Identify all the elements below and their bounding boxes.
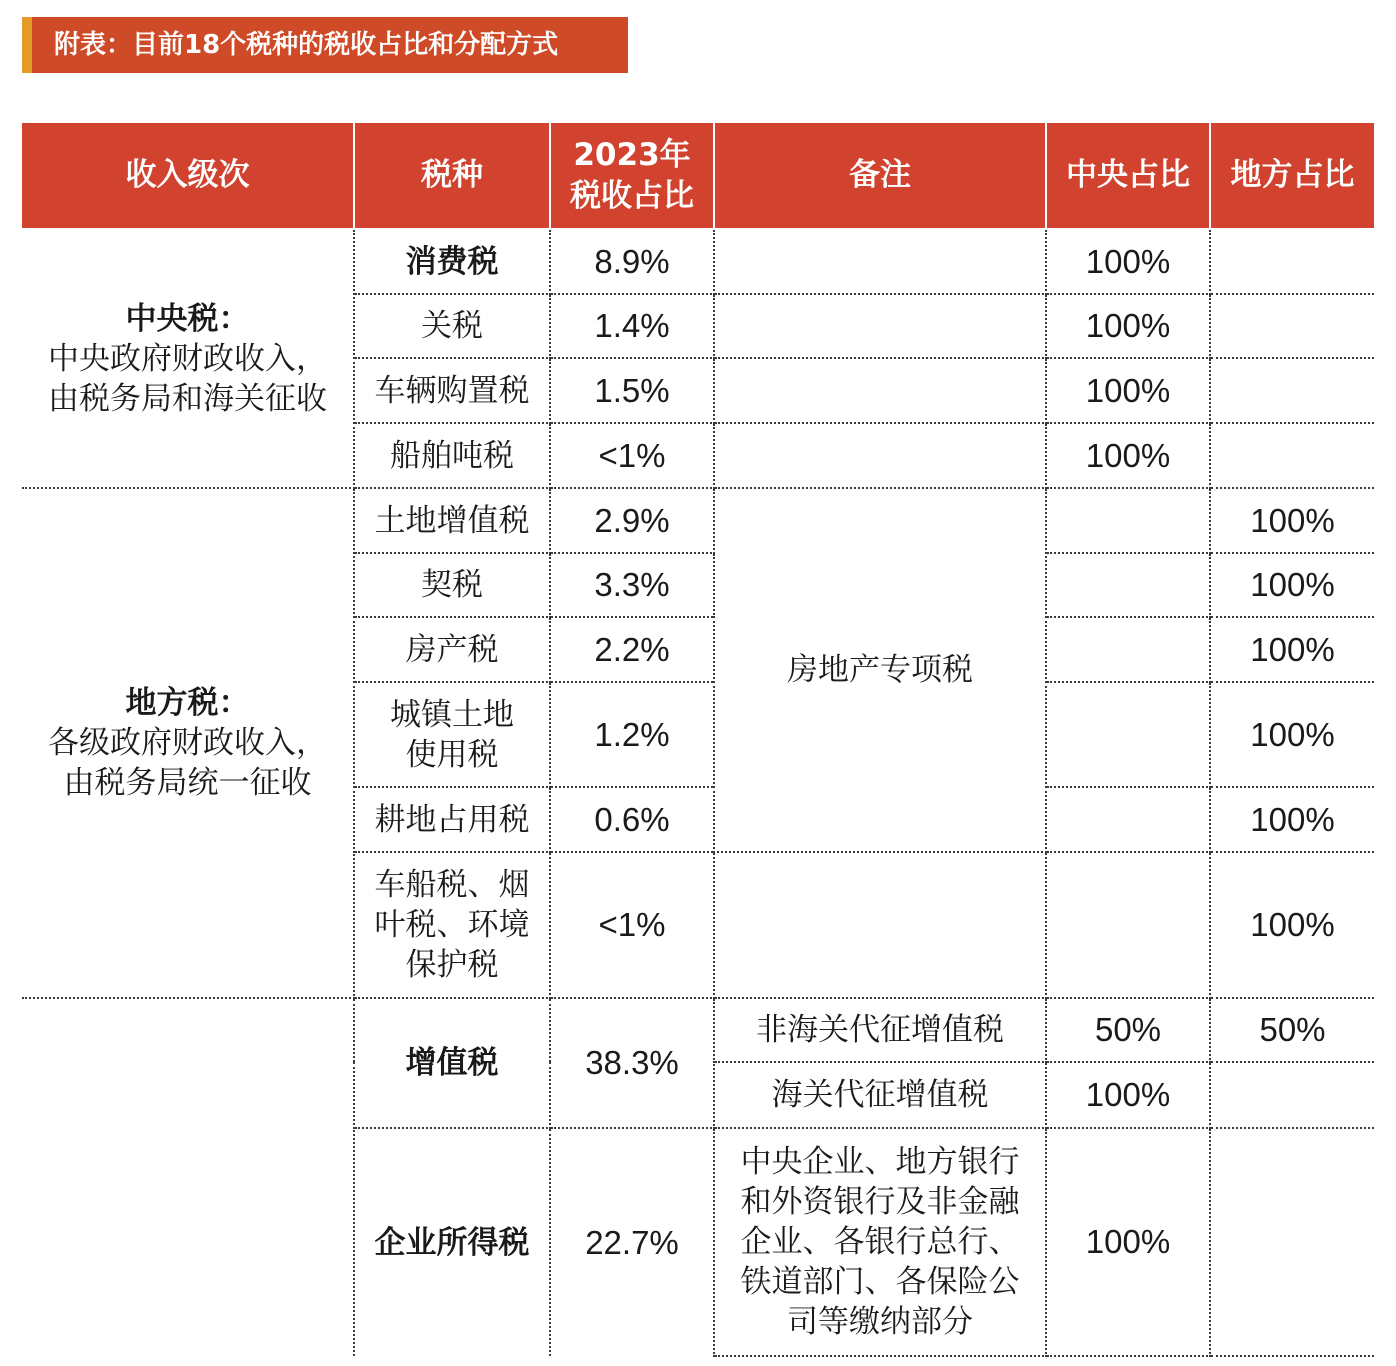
tax-name-line: 叶税、环境: [374, 907, 530, 943]
local-cell: [1210, 294, 1374, 358]
share-cell: 2.2%: [550, 617, 714, 682]
tax-name-cell: 车辆购置税: [354, 358, 550, 423]
share-cell: <1%: [550, 423, 714, 488]
tax-name-cell: 耕地占用税: [354, 787, 550, 852]
note-line: 中央企业、地方银行: [740, 1144, 1020, 1180]
share-cell: 3.3%: [550, 553, 714, 617]
tax-name-cell: 增值税: [354, 998, 550, 1128]
central-cell: 100%: [1046, 294, 1210, 358]
tax-name-cell: 船舶吨税: [354, 423, 550, 488]
share-cell: 0.6%: [550, 787, 714, 852]
central-cell: [1046, 852, 1210, 998]
header-share-line1: 2023年: [573, 136, 691, 173]
tax-name-cell: 关税: [354, 294, 550, 358]
tax-name-line: 车船税、烟: [374, 867, 530, 903]
note-cell: 非海关代征增值税: [714, 998, 1046, 1062]
share-cell: 8.9%: [550, 229, 714, 294]
table-row: [22, 488, 1374, 553]
local-cell: [1210, 229, 1374, 294]
header-share: [550, 123, 714, 229]
local-cell: [1210, 1062, 1374, 1128]
central-cell: [1046, 682, 1210, 787]
table-header-row: [22, 123, 1374, 229]
central-cell: [1046, 553, 1210, 617]
note-real-estate: 房地产专项税: [714, 488, 1046, 852]
note-cell: [714, 294, 1046, 358]
header-share-line2: 税收占比: [570, 177, 694, 214]
note-cell: [714, 423, 1046, 488]
tax-name-line: 使用税: [405, 736, 499, 773]
tax-name-cell: 房产税: [354, 617, 550, 682]
share-cell: 1.2%: [550, 682, 714, 787]
tax-name-cell: 土地增值税: [354, 488, 550, 553]
note-cell: [714, 852, 1046, 998]
header-tax: 税种: [354, 123, 550, 229]
level-central-head: 中央税：: [125, 300, 250, 337]
tax-name-cell: 消费税: [354, 229, 550, 294]
tax-name-cell: [354, 682, 550, 787]
tax-table: [22, 123, 1374, 1357]
note-line: 和外资银行及非金融: [740, 1184, 1020, 1220]
central-cell: 100%: [1046, 1128, 1210, 1356]
note-cell: [714, 229, 1046, 294]
central-cell: 100%: [1046, 229, 1210, 294]
local-cell: 50%: [1210, 998, 1374, 1062]
table-title: 附表：目前18个税种的税收占比和分配方式: [54, 30, 559, 60]
local-cell: 100%: [1210, 553, 1374, 617]
note-line: 铁道部门、各保险公: [740, 1264, 1020, 1300]
central-cell: 100%: [1046, 358, 1210, 423]
local-cell: 100%: [1210, 488, 1374, 553]
note-line: 司等缴纳部分: [787, 1304, 973, 1340]
header-note: 备注: [714, 123, 1046, 229]
level-central-line2: 由税务局和海关征收: [48, 380, 327, 417]
local-cell: 100%: [1210, 617, 1374, 682]
share-cell: <1%: [550, 852, 714, 998]
table-title-banner: [22, 17, 628, 73]
local-cell: [1210, 423, 1374, 488]
note-line: 企业、各银行总行、: [740, 1224, 1020, 1260]
local-cell: [1210, 358, 1374, 423]
tax-name-cell: [354, 852, 550, 998]
tax-name-cell: 企业所得税: [354, 1128, 550, 1356]
header-central: 中央占比: [1046, 123, 1210, 229]
share-cell: 22.7%: [550, 1128, 714, 1356]
level-local-line2: 由税务局统一征收: [63, 765, 312, 801]
level-cell-local: [22, 488, 354, 998]
central-cell: 100%: [1046, 423, 1210, 488]
local-cell: 100%: [1210, 852, 1374, 998]
tax-name-line: 城镇土地: [390, 696, 514, 733]
tax-name-cell: 契税: [354, 553, 550, 617]
level-central-line1: 中央政府财政收入，: [48, 340, 327, 377]
level-local-line1: 各级政府财政收入，: [48, 725, 327, 761]
local-cell: 100%: [1210, 787, 1374, 852]
table-row: [22, 229, 1374, 294]
central-cell: 50%: [1046, 998, 1210, 1062]
share-cell: 38.3%: [550, 998, 714, 1128]
note-cell: 海关代征增值税: [714, 1062, 1046, 1128]
share-cell: 2.9%: [550, 488, 714, 553]
tax-name-line: 保护税: [405, 947, 499, 983]
header-level: 收入级次: [22, 123, 354, 229]
header-local: 地方占比: [1210, 123, 1374, 229]
share-cell: 1.4%: [550, 294, 714, 358]
level-cell-shared: [22, 998, 354, 1356]
level-cell-central: [22, 229, 354, 488]
central-cell: [1046, 787, 1210, 852]
central-cell: [1046, 488, 1210, 553]
table-row: [22, 998, 1374, 1062]
note-cell: [714, 358, 1046, 423]
level-local-head: 地方税：: [125, 685, 250, 721]
share-cell: 1.5%: [550, 358, 714, 423]
local-cell: [1210, 1128, 1374, 1356]
note-cell: [714, 1128, 1046, 1356]
central-cell: 100%: [1046, 1062, 1210, 1128]
central-cell: [1046, 617, 1210, 682]
local-cell: 100%: [1210, 682, 1374, 787]
